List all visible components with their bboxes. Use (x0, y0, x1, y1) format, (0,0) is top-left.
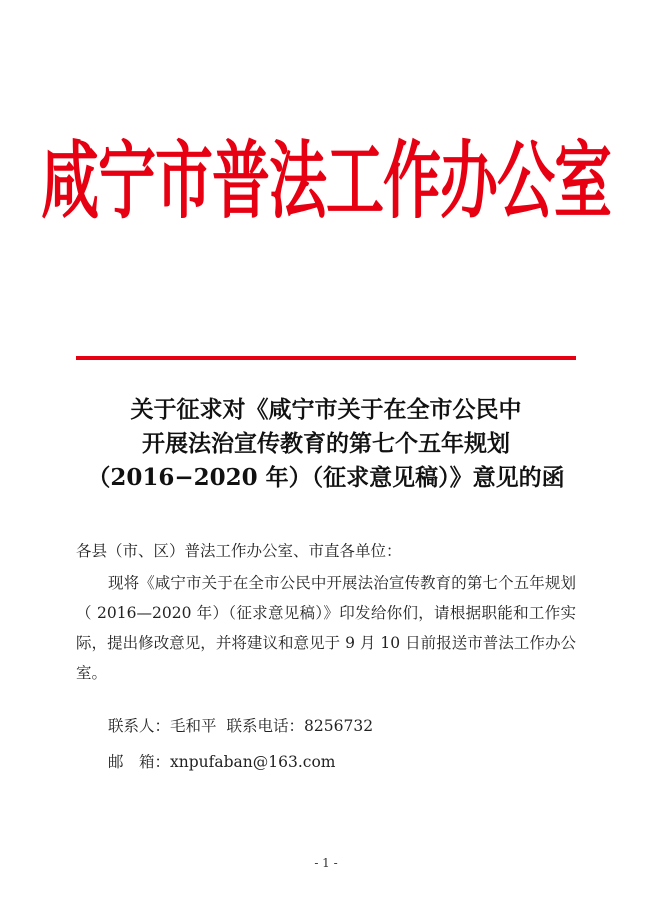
document-body (76, 538, 576, 688)
document-title (60, 393, 592, 495)
contact-person-name: 毛和平 (170, 717, 217, 735)
email-label: 邮 箱： (108, 753, 171, 771)
contact-phone-label: 联系电话： (226, 717, 305, 735)
email-address: xnpufaban@163.com (170, 753, 336, 771)
contact-line (108, 714, 373, 738)
body-paragraph: 现将《咸宁市关于在全市公民中开展法治宣传教育的第七个五年规划（ 2016—2020 年）（征求意见稿）》印发给你们，请根据职能和工作实际，提出修改意见，并将建议和意见于 9 月 10 日前报送市普法工作办公室。 (76, 574, 576, 682)
masthead-text: 咸宁市普法工作办公室 (40, 131, 611, 231)
page-number: - 1 - (314, 856, 338, 870)
red-divider-rule (76, 356, 576, 360)
masthead-title (0, 131, 652, 231)
contact-person-label: 联系人： (108, 717, 171, 735)
email-line (108, 750, 336, 774)
title-line-1: 关于征求对《咸宁市关于在全市公民中 (130, 396, 522, 423)
salutation: 各县（市、区）普法工作办公室、市直各单位： (76, 542, 402, 560)
title-line-2: 开展法治宣传教育的第七个五年规划 (142, 430, 510, 457)
contact-phone: 8256732 (304, 717, 374, 735)
title-line-3: （2016−2020 年）（征求意见稿）》意见的函 (87, 464, 565, 491)
